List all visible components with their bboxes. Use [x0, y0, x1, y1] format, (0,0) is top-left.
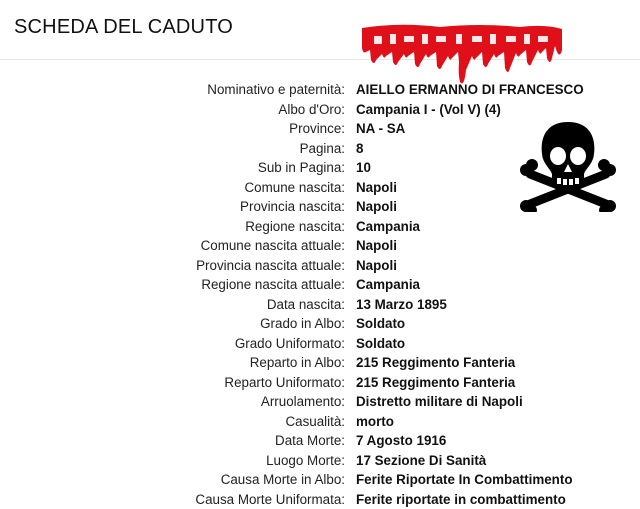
field-value: 7 Agosto 1916 [356, 431, 446, 451]
field-row [0, 470, 640, 490]
field-row [0, 256, 640, 276]
field-row [0, 158, 640, 178]
field-row [0, 451, 640, 471]
field-label: Data Morte: [275, 431, 345, 451]
field-value: Soldato [356, 334, 405, 354]
field-value: 8 [356, 139, 363, 159]
field-row [0, 431, 640, 451]
field-label: Comune nascita attuale: [201, 236, 345, 256]
field-value: Ferite Riportate In Combattimento [356, 470, 573, 490]
field-value: NA - SA [356, 119, 405, 139]
field-row [0, 490, 640, 509]
field-row [0, 139, 640, 159]
field-label: Albo d'Oro: [278, 100, 345, 120]
field-label: Luogo Morte: [266, 451, 345, 471]
field-label: Nominativo e paternità: [207, 80, 345, 100]
field-value: Napoli [356, 256, 397, 276]
field-row [0, 353, 640, 373]
field-label: Causa Morte in Albo: [221, 470, 345, 490]
field-row [0, 119, 640, 139]
field-label: Province: [289, 119, 345, 139]
field-label: Grado in Albo: [260, 314, 345, 334]
field-value: 215 Reggimento Fanteria [356, 353, 515, 373]
field-row [0, 295, 640, 315]
field-row [0, 392, 640, 412]
field-row [0, 100, 640, 120]
field-label: Regione nascita: [245, 217, 345, 237]
field-row [0, 412, 640, 432]
field-label: Provincia nascita: [240, 197, 345, 217]
field-label: Arruolamento: [261, 392, 345, 412]
field-value: Napoli [356, 178, 397, 198]
field-value: Campania [356, 275, 420, 295]
field-value: 10 [356, 158, 371, 178]
field-label: Reparto Uniformato: [224, 373, 345, 393]
field-row [0, 178, 640, 198]
field-label: Comune nascita: [245, 178, 345, 198]
field-value: Soldato [356, 314, 405, 334]
field-value: 17 Sezione Di Sanità [356, 451, 486, 471]
field-label: Regione nascita attuale: [201, 275, 345, 295]
field-row [0, 373, 640, 393]
field-row [0, 197, 640, 217]
field-value: Campania [356, 217, 420, 237]
field-label: Sub in Pagina: [258, 158, 345, 178]
field-value: 215 Reggimento Fanteria [356, 373, 515, 393]
field-value: Campania I - (Vol V) (4) [356, 100, 501, 120]
field-row [0, 236, 640, 256]
field-row [0, 217, 640, 237]
field-label: Provincia nascita attuale: [196, 256, 345, 276]
field-value: Ferite riportate in combattimento [356, 490, 566, 509]
field-label: Grado Uniformato: [235, 334, 345, 354]
field-label: Casualità: [285, 412, 345, 432]
field-value: Napoli [356, 197, 397, 217]
field-value: morto [356, 412, 394, 432]
field-value: Distretto militare di Napoli [356, 392, 523, 412]
blood-splatter-icon [360, 22, 564, 88]
field-label: Pagina: [300, 139, 345, 159]
field-row [0, 80, 640, 100]
field-value: 13 Marzo 1895 [356, 295, 447, 315]
field-value: AIELLO ERMANNO DI FRANCESCO [356, 80, 584, 100]
field-label: Data nascita: [267, 295, 345, 315]
record-fields [0, 80, 640, 509]
field-row [0, 275, 640, 295]
field-label: Causa Morte Uniformata: [195, 490, 345, 509]
field-row [0, 334, 640, 354]
page-title: SCHEDA DEL CADUTO [14, 16, 233, 39]
field-label: Reparto in Albo: [250, 353, 345, 373]
field-value: Napoli [356, 236, 397, 256]
field-row [0, 314, 640, 334]
